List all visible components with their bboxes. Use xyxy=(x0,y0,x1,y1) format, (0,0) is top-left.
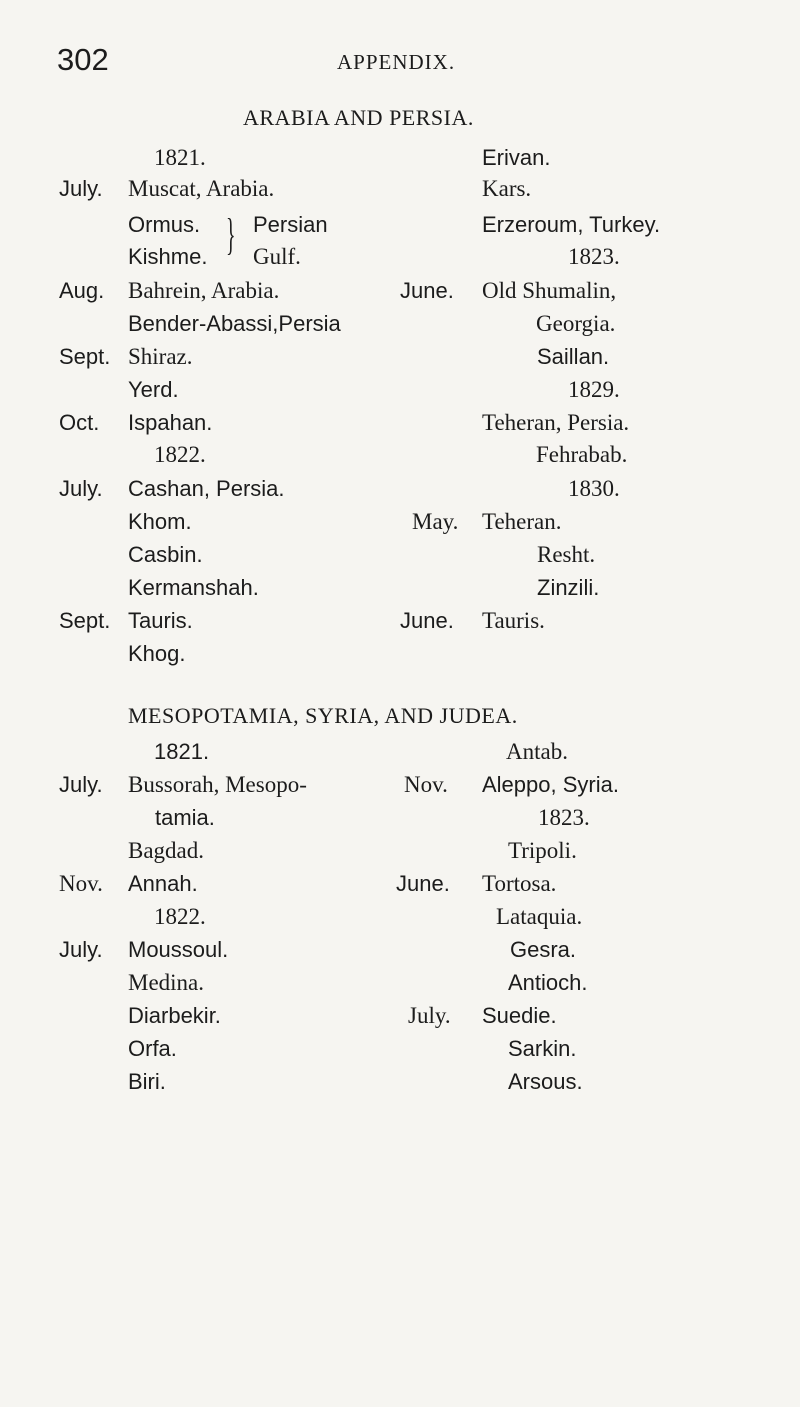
month-label: Sept. xyxy=(59,608,111,633)
month-label: July. xyxy=(59,476,103,501)
place-entry: Cashan, Persia. xyxy=(128,476,285,501)
place-entry: Moussoul. xyxy=(128,937,229,962)
place-entry: tamia. xyxy=(155,805,215,830)
month-label: Nov. xyxy=(59,871,103,896)
place-entry: Old Shumalin, xyxy=(482,278,617,303)
place-entry: Aleppo, Syria. xyxy=(482,772,619,797)
place-entry: Arsous. xyxy=(508,1069,583,1094)
section-title-mesopotamia-syria-judea: MESOPOTAMIA, SYRIA, AND JUDEA. xyxy=(128,703,518,728)
month-label: Oct. xyxy=(59,410,100,435)
place-entry: Kishme. xyxy=(128,244,208,269)
place-entry: Tripoli. xyxy=(508,838,577,863)
month-label: June. xyxy=(400,608,454,633)
year-heading: 1822. xyxy=(154,904,206,929)
year-heading: 1822. xyxy=(154,442,206,467)
place-entry: Kermanshah. xyxy=(128,575,259,600)
month-label: June. xyxy=(400,278,454,303)
place-entry: Tortosa. xyxy=(482,871,557,896)
running-head: APPENDIX. xyxy=(337,50,456,74)
place-entry: Persian xyxy=(253,212,328,237)
place-entry: Erzeroum, Turkey. xyxy=(482,212,661,237)
place-entry: Suedie. xyxy=(482,1003,557,1028)
month-label: July. xyxy=(59,772,103,797)
place-entry: Fehrabab. xyxy=(536,442,628,467)
place-entry: Resht. xyxy=(537,542,596,567)
place-entry: Bahrein, Arabia. xyxy=(128,278,280,303)
month-label: Sept. xyxy=(59,344,111,369)
place-entry: Diarbekir. xyxy=(128,1003,221,1028)
place-entry: Medina. xyxy=(128,970,205,995)
place-entry: Teheran. xyxy=(482,509,562,534)
place-entry: Kars. xyxy=(482,176,532,201)
place-entry: Erivan. xyxy=(482,145,551,170)
place-entry: Bender-Abassi,Persia xyxy=(128,311,341,336)
year-heading: 1823. xyxy=(538,805,590,830)
month-label: Aug. xyxy=(59,278,105,303)
place-entry: Khog. xyxy=(128,641,186,666)
year-heading: 1823. xyxy=(568,244,620,269)
place-entry: Bussorah, Mesopo- xyxy=(128,772,307,797)
place-entry: Tauris. xyxy=(482,608,545,633)
place-entry: Orfa. xyxy=(128,1036,177,1061)
place-entry: Shiraz. xyxy=(128,344,193,369)
year-heading: 1821. xyxy=(154,739,210,764)
place-entry: Annah. xyxy=(128,871,198,896)
place-entry: Bagdad. xyxy=(128,838,205,863)
place-entry: Antioch. xyxy=(508,970,588,995)
month-label: July. xyxy=(59,176,103,201)
place-entry: Georgia. xyxy=(536,311,616,336)
month-label: July. xyxy=(408,1003,451,1028)
month-label: Nov. xyxy=(404,772,448,797)
month-label: June. xyxy=(396,871,450,896)
place-entry: Ispahan. xyxy=(128,410,213,435)
year-heading: 1829. xyxy=(568,377,620,402)
section-title-arabia-persia: ARABIA AND PERSIA. xyxy=(243,105,474,130)
place-entry: Saillan. xyxy=(537,344,610,369)
place-entry: Sarkin. xyxy=(508,1036,577,1061)
place-entry: Muscat, Arabia. xyxy=(128,176,275,201)
year-heading: 1830. xyxy=(568,476,620,501)
place-entry: Zinzili. xyxy=(537,575,600,600)
place-entry: Teheran, Persia. xyxy=(482,410,630,435)
place-entry: Casbin. xyxy=(128,542,203,567)
year-heading: 1821. xyxy=(154,145,206,170)
month-label: July. xyxy=(59,937,103,962)
place-entry: Ormus. xyxy=(128,212,201,237)
place-entry: Lataquia. xyxy=(496,904,583,929)
page-number: 302 xyxy=(57,42,109,77)
place-entry: Antab. xyxy=(506,739,568,764)
place-entry: Gulf. xyxy=(253,244,301,269)
place-entry: Biri. xyxy=(128,1069,166,1094)
brace-glyph: } xyxy=(226,210,236,259)
place-entry: Khom. xyxy=(128,509,192,534)
place-entry: Yerd. xyxy=(128,377,179,402)
place-entry: Tauris. xyxy=(128,608,193,633)
month-label: May. xyxy=(412,509,459,534)
place-entry: Gesra. xyxy=(510,937,577,962)
